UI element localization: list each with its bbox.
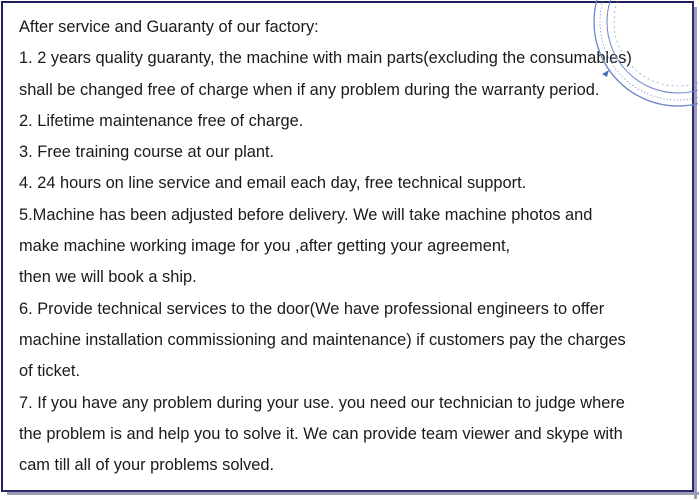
text-line: then we will book a ship. <box>19 268 197 287</box>
text-line: of ticket. <box>19 362 81 381</box>
text-line: 4. 24 hours on line service and email each day, free technical support. <box>19 174 527 193</box>
text-line: machine installation commissioning and maintenance) if customers pay the charges <box>19 330 626 349</box>
text-line: make machine working image for you ,after getting your agreement, <box>19 237 511 256</box>
heading-line: After service and Guaranty of our factory: <box>19 18 319 36</box>
text-line: the problem is and help you to solve it. We can provide team viewer and skype with <box>19 424 623 443</box>
text-line: 3. Free training course at our plant. <box>19 143 275 162</box>
circular-seal-icon <box>558 0 698 110</box>
text-line: 6. Provide technical services to the door(We have professional engineers to offer <box>19 299 605 318</box>
text-line: 1. 2 years quality guaranty, the machine with main parts(excluding the consumables) <box>19 49 632 68</box>
text-line: 5.Machine has been adjusted before delivery. We will take machine photos and <box>19 205 593 224</box>
text-line: cam till all of your problems solved. <box>19 456 275 475</box>
text-line: shall be changed free of charge when if any problem during the warranty period. <box>19 80 600 99</box>
text-line: 7. If you have any problem during your use. you need our technician to judge where <box>19 393 625 412</box>
text-line: 2. Lifetime maintenance free of charge. <box>19 111 304 130</box>
